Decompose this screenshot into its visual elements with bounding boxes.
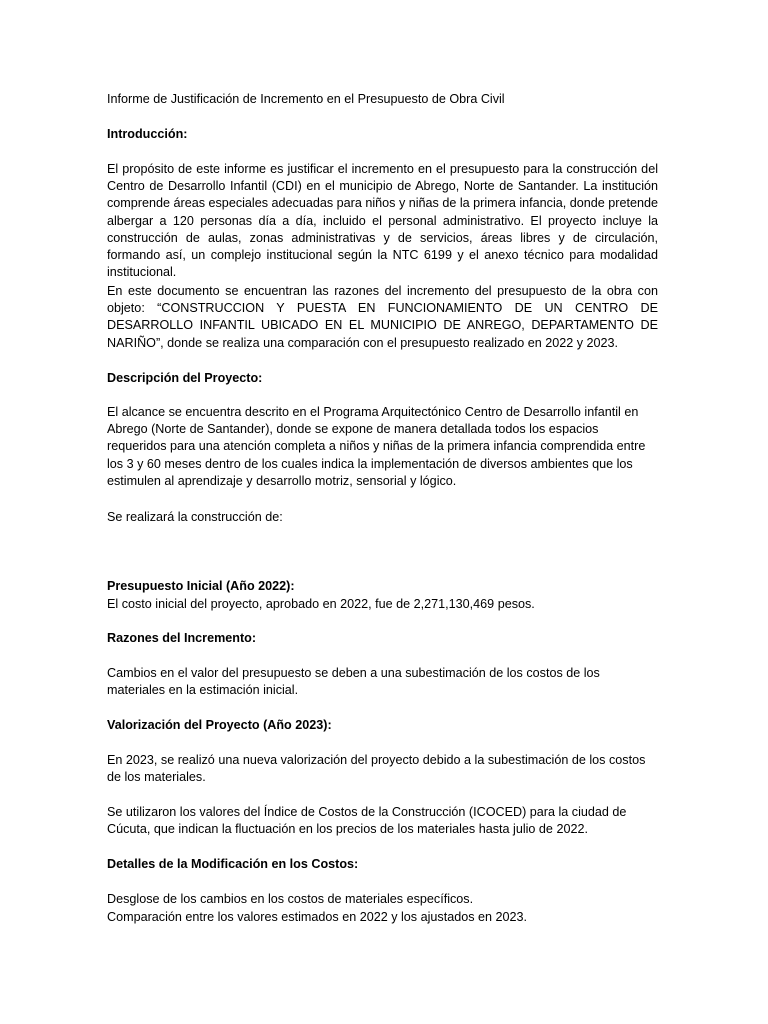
details-line-1: Desglose de los cambios en los costos de materiales específicos. (107, 892, 474, 906)
intro-paragraph-1: El propósito de este informe es justificar el incremento en el presupuesto para la construcción del Centro de Desarrollo Infantil (CDI) en el municipio de Abrego, Norte de Santander. La institución comprende áreas especiales adecuadas para niños y niñas de la primera infancia, donde pretende albergar a 120 personas día a día, incluido el personal administrativo. El proyecto incluye la construcción de aulas, zonas administrativas y de servicios, áreas libres y de circulación, formando así, un complejo institucional según la NTC 6199 y el anexo técnico para modalidad institucional. (107, 162, 658, 280)
document-title: Informe de Justificación de Incremento en el Presupuesto de Obra Civil (107, 92, 505, 106)
description-paragraph-2: Se realizará la construcción de: (107, 510, 283, 524)
intro-heading: Introducción: (107, 127, 188, 141)
budget-heading: Presupuesto Inicial (Año 2022): (107, 579, 295, 593)
description-paragraph-1: El alcance se encuentra descrito en el Programa Arquitectónico Centro de Desarrollo infantil en Abrego (Norte de Santander), donde se expone de manera detallada todos los espacios requeridos para una atención completa a niños y niñas de la primera infancia comprendida entre los 3 y 60 meses dentro de los cuales indica la implementación de diversos ambientes que los estimulen al aprendizaje y desarrollo motriz, sensorial y lógico. (107, 405, 646, 488)
valuation-heading: Valorización del Proyecto (Año 2023): (107, 718, 332, 732)
details-heading: Detalles de la Modificación en los Costos: (107, 857, 359, 871)
details-line-2: Comparación entre los valores estimados en 2022 y los ajustados en 2023. (107, 910, 528, 924)
valuation-paragraph-2: Se utilizaron los valores del Índice de Costos de la Construcción (ICOCED) para la ciudad de Cúcuta, que indican la fluctuación en los precios de los materiales hasta julio de 2022. (107, 805, 627, 837)
valuation-paragraph-1: En 2023, se realizó una nueva valorización del proyecto debido a la subestimación de los costos de los materiales. (107, 753, 646, 785)
reasons-heading: Razones del Incremento: (107, 631, 257, 645)
intro-paragraph-2: En este documento se encuentran las razones del incremento del presupuesto de la obra con objeto: “CONSTRUCCION Y PUESTA EN FUNCIONAMIENTO DE UN CENTRO DE DESARROLLO INFANTIL UBICADO EN EL MUNICIPIO DE ANREGO, DEPARTAMENTO DE NARIÑO”, donde se realiza una comparación con el presupuesto realizado en 2022 y 2023. (107, 284, 658, 350)
reasons-paragraph: Cambios en el valor del presupuesto se deben a una subestimación de los costos de los materiales en la estimación inicial. (107, 666, 600, 698)
description-heading: Descripción del Proyecto: (107, 371, 263, 385)
budget-paragraph: El costo inicial del proyecto, aprobado en 2022, fue de 2,271,130,469 pesos. (107, 597, 535, 611)
